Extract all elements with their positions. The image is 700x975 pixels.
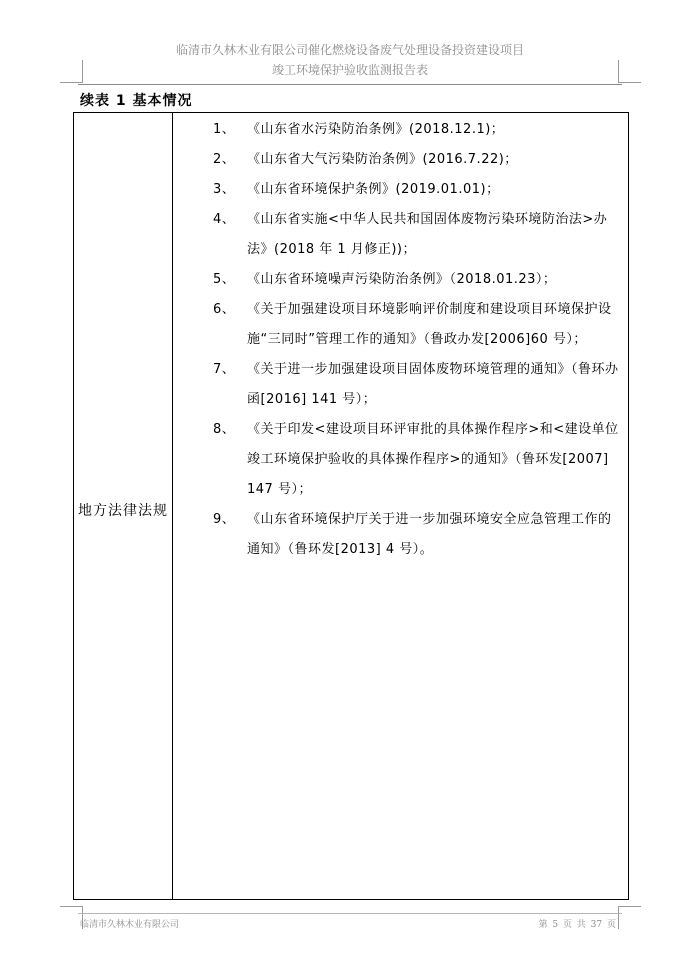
footer-company: 临清市久林木业有限公司 bbox=[80, 920, 180, 930]
section-title: 续表 1 基本情况 bbox=[80, 93, 193, 109]
row-label: 地方法律法规 bbox=[78, 503, 168, 519]
regulation-item bbox=[183, 295, 623, 355]
header-title-line1: 临清市久林木业有限公司催化燃烧设备废气处理设备投资建设项目 bbox=[175, 43, 524, 57]
regulation-text: 《关于印发<建设项目环评审批的具体操作程序>和<建设单位竣工环境保护验收的具体操作程序>的通知》（鲁环发[2007] 147 号）； bbox=[247, 422, 619, 497]
info-table bbox=[73, 112, 629, 900]
page-header bbox=[0, 40, 700, 80]
regulation-number: 6、 bbox=[213, 302, 236, 317]
regulation-item bbox=[183, 355, 623, 415]
regulation-text: 《山东省环境保护厅关于进一步加强环境安全应急管理工作的通知》（鲁环发[2013] 4 号）。 bbox=[247, 512, 612, 557]
regulation-number: 7、 bbox=[213, 362, 236, 377]
regulation-number: 2、 bbox=[213, 152, 236, 167]
regulation-item bbox=[183, 145, 623, 175]
regulation-number: 9、 bbox=[213, 512, 236, 527]
regulation-item bbox=[183, 265, 623, 295]
regulation-item bbox=[183, 205, 623, 265]
regulation-item bbox=[183, 505, 623, 565]
regulation-number: 5、 bbox=[213, 272, 236, 287]
crop-mark-bottom-right bbox=[618, 906, 641, 929]
regulation-item bbox=[183, 175, 623, 205]
regulation-text: 《山东省水污染防治条例》(2018.12.1)； bbox=[247, 122, 505, 137]
regulation-list bbox=[183, 115, 623, 565]
regulation-text: 《关于进一步加强建设项目固体废物环境管理的通知》（鲁环办函[2016] 141 号）； bbox=[247, 362, 619, 407]
regulation-text: 《山东省大气污染防治条例》(2016.7.22)； bbox=[247, 152, 518, 167]
regulation-number: 3、 bbox=[213, 182, 236, 197]
label-cell bbox=[74, 113, 172, 899]
regulation-item bbox=[183, 415, 623, 505]
content-cell bbox=[173, 113, 628, 899]
footer-page-number: 第 5 页 共 37 页 bbox=[538, 920, 616, 930]
regulation-text: 《关于加强建设项目环境影响评价制度和建设项目环境保护设施“三同时”管理工作的通知》（鲁政办发[2006]60 号）； bbox=[247, 302, 612, 347]
regulation-text: 《山东省环境噪声污染防治条例》（2018.01.23）； bbox=[247, 272, 557, 287]
regulation-number: 8、 bbox=[213, 422, 236, 437]
footer-rule bbox=[78, 913, 622, 914]
regulation-number: 1、 bbox=[213, 122, 236, 137]
regulation-text: 《山东省实施<中华人民共和国固体废物污染环境防治法>办法》(2018 年 1 月修正))； bbox=[247, 212, 608, 257]
header-rule bbox=[78, 84, 622, 85]
regulation-text: 《山东省环境保护条例》(2019.01.01)； bbox=[247, 182, 500, 197]
regulation-item bbox=[183, 115, 623, 145]
header-title-line2: 竣工环境保护验收监测报告表 bbox=[271, 63, 428, 77]
regulation-number: 4、 bbox=[213, 212, 236, 227]
